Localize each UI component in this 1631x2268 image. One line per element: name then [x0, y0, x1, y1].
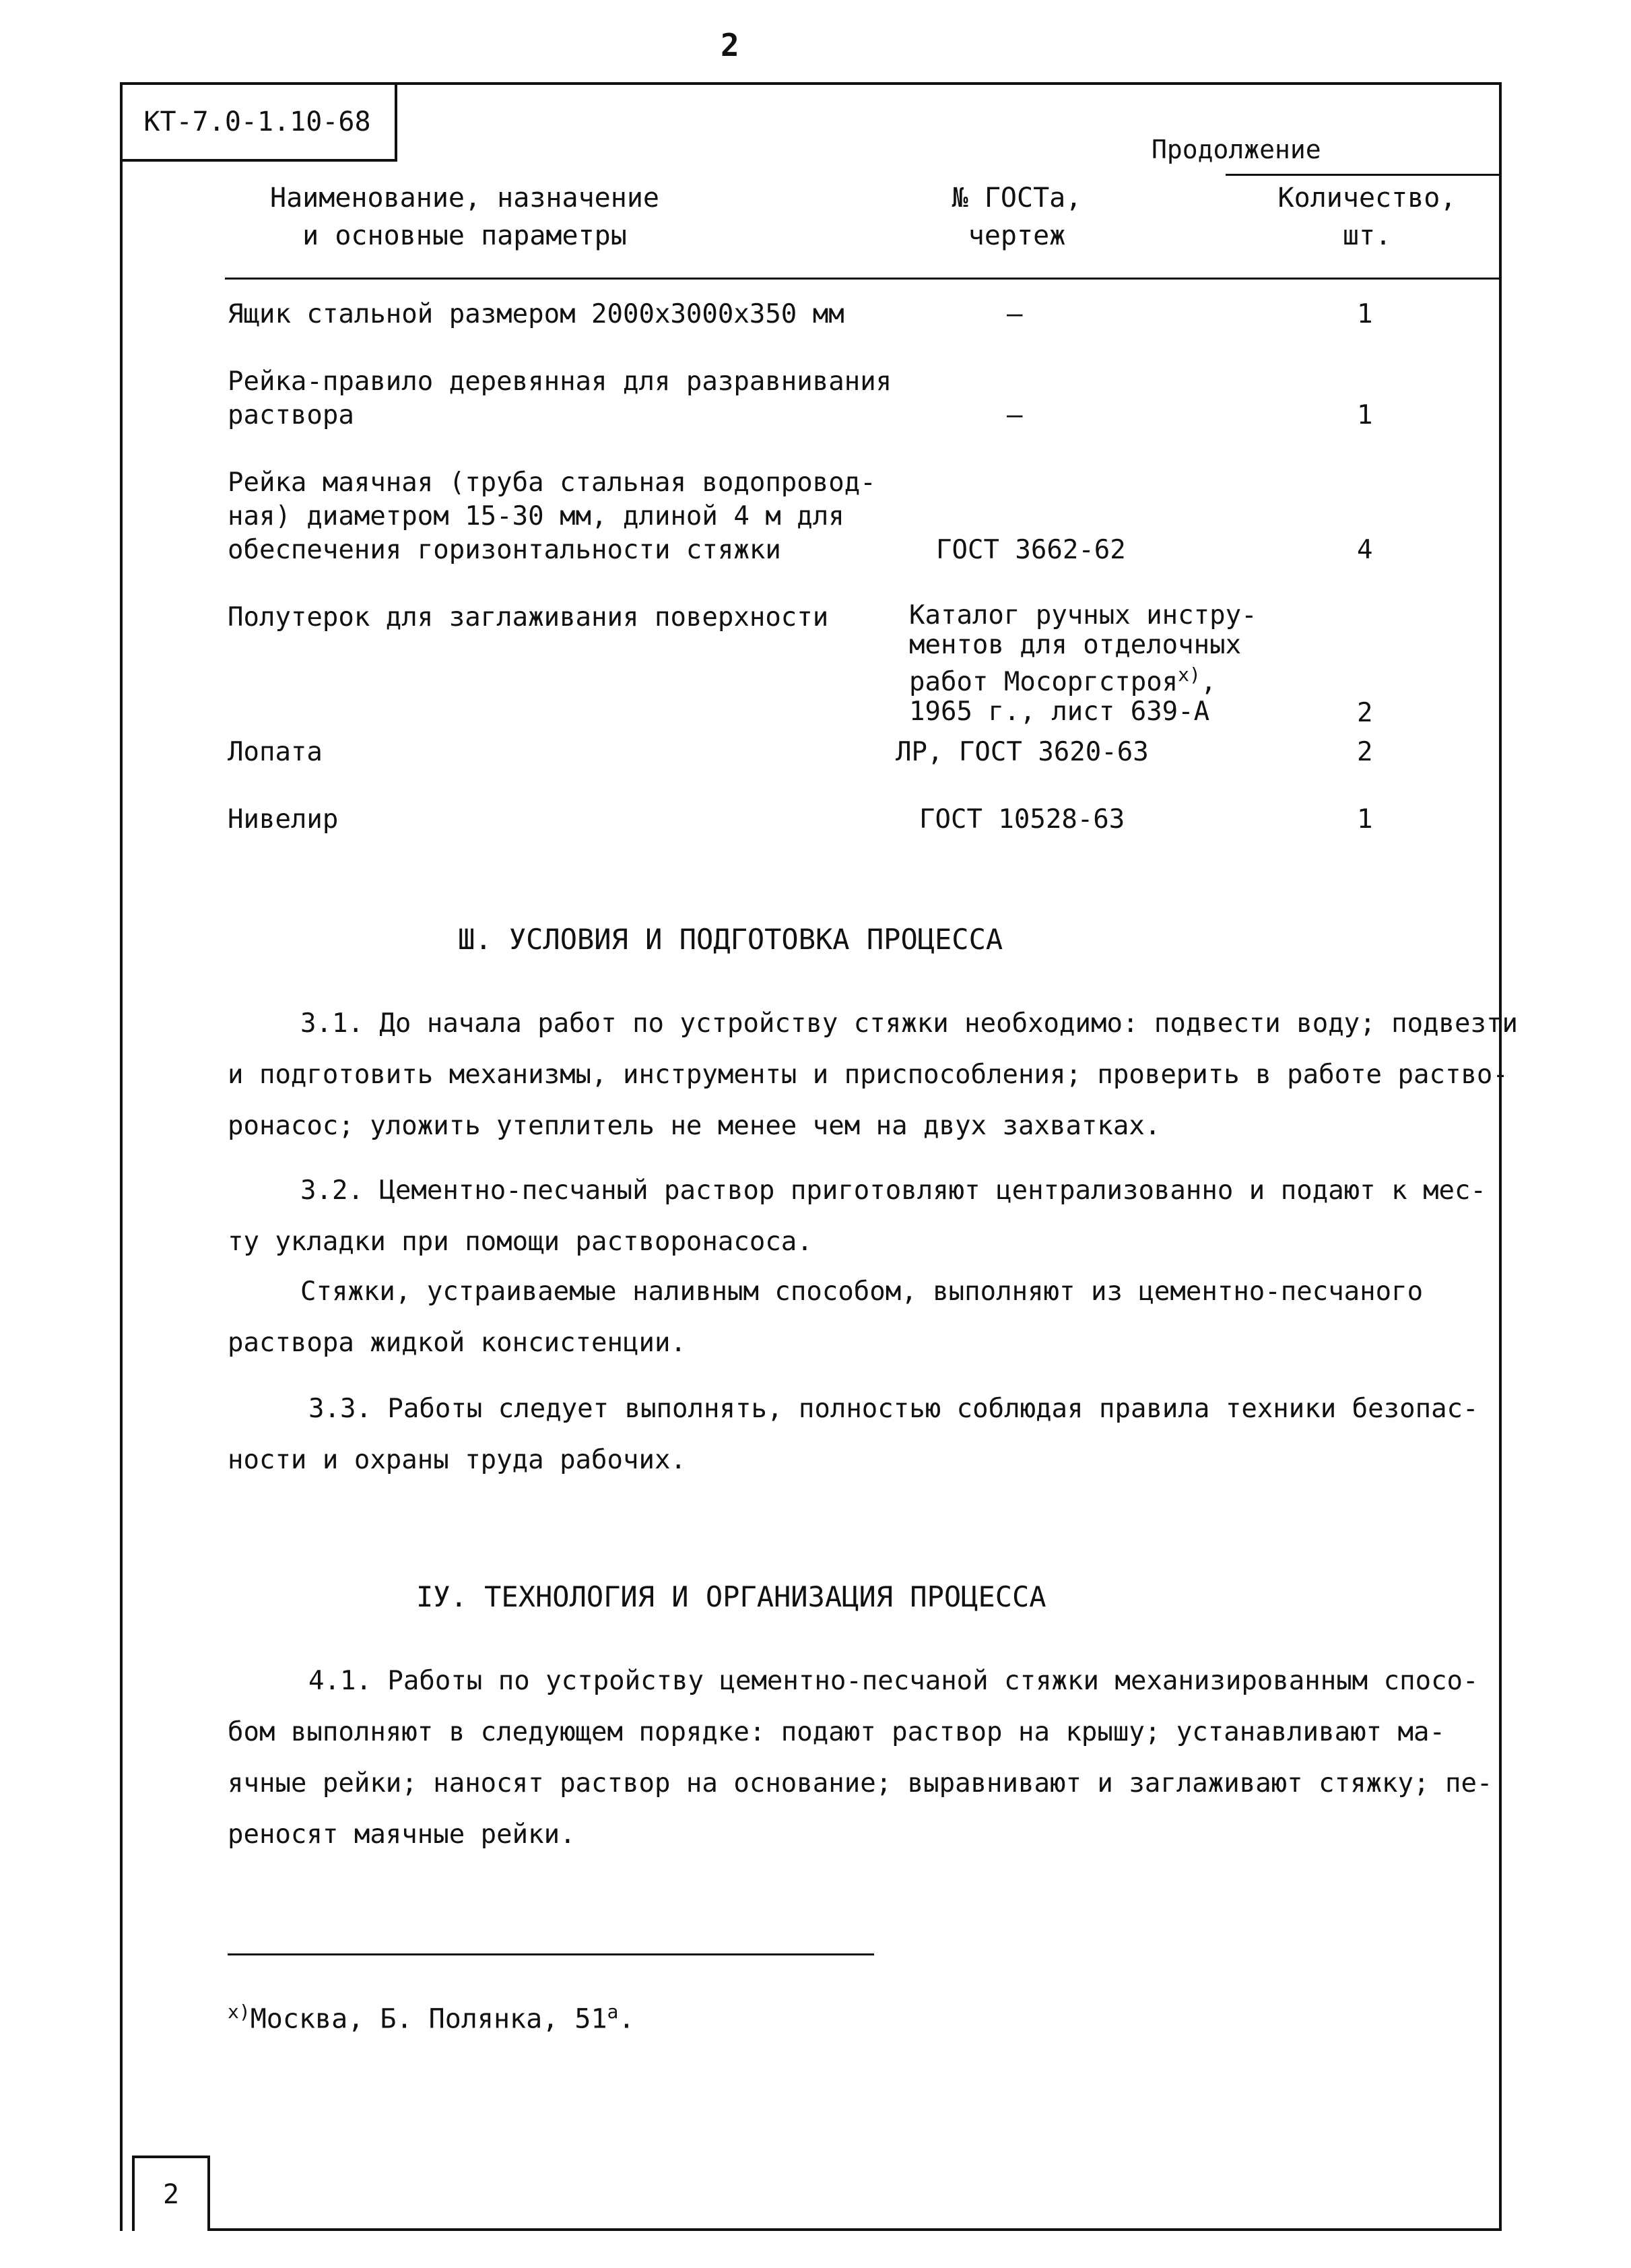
paragraph-3-3	[228, 1384, 1479, 1486]
continuation-label: Продолжение	[1152, 135, 1321, 164]
row4-name-line1: Полутерок для заглаживания поверхности	[228, 602, 829, 633]
p33-line2: ности и охраны труда рабочих.	[228, 1445, 686, 1475]
p33-line1: 3.3. Работы следует выполнять, полностью соблюдая правила техники безопас-	[308, 1394, 1479, 1424]
row4-gost-line3: работ Мосоргстроя$^{х)}$,	[909, 663, 1217, 697]
row1-name-line1: Ящик стальной размером 2000х3000х350 мм	[228, 299, 844, 329]
paragraph-3-2	[228, 1165, 1486, 1268]
col-header-qty-line1: Количество,	[1277, 183, 1457, 214]
table-row-gost: –	[1007, 400, 1023, 430]
footnote-separator	[228, 1953, 874, 1955]
table-row-gost: ЛР, ГОСТ 3620-63	[896, 737, 1149, 767]
table-row-qty: 1	[1357, 804, 1373, 835]
table-row-qty: 1	[1357, 400, 1373, 430]
frame-right-border	[1499, 82, 1502, 2231]
footnote-mark: х)	[228, 2001, 251, 2023]
header-bottom-line	[225, 278, 1502, 280]
top-page-number: 2	[721, 27, 739, 63]
p41-line1: 4.1. Работы по устройству цементно-песчаной стяжки механизированным спосо-	[308, 1666, 1479, 1696]
p32b-line1: Стяжки, устраиваемые наливным способом, выполняют из цементно-песчаного	[300, 1276, 1424, 1307]
frame-left-border	[120, 82, 123, 2231]
table-row-name	[228, 736, 323, 769]
p32b-line2: раствора жидкой консистенции.	[228, 1328, 686, 1358]
table-row-qty: 4	[1357, 535, 1373, 565]
paragraph-4-1	[228, 1656, 1492, 1860]
col-header-name-line2: и основные параметры	[302, 220, 627, 251]
table-row-name	[228, 365, 892, 432]
footnote-text: Москва, Б. Полянка, 51	[250, 2003, 607, 2035]
footnote-end: .	[618, 2003, 635, 2035]
footnote-superscript: а	[607, 2001, 619, 2023]
table-row-qty: 2	[1357, 737, 1373, 767]
p41-line3: ячные рейки; наносят раствор на основание; выравнивают и заглаживают стяжку; пе-	[228, 1768, 1493, 1799]
table-row-qty: 1	[1357, 299, 1373, 329]
row6-name-line1: Нивелир	[228, 804, 339, 835]
page-number-box: 2	[132, 2156, 210, 2231]
col-header-gost-line1: № ГОСТа,	[952, 183, 1082, 214]
table-row-name	[228, 466, 876, 567]
footnote	[228, 1995, 634, 2036]
row4-gost-line3-text: работ Мосоргстроя	[909, 667, 1178, 697]
footnote-ref-mark: х)	[1178, 663, 1201, 686]
col-header-name-line1: Наименование, назначение	[270, 183, 659, 214]
row4-gost-line1: Каталог ручных инстру-	[909, 600, 1257, 630]
p41-line4: реносят маячные рейки.	[228, 1819, 576, 1850]
p32-line1: 3.2. Цементно-песчаный раствор приготовляют централизованно и подают к мес-	[300, 1175, 1486, 1206]
p31-line2: и подготовить механизмы, инструменты и приспособления; проверить в работе раство-	[228, 1060, 1508, 1090]
col-header-gost-line2: чертеж	[968, 220, 1066, 251]
table-row-name	[228, 803, 338, 837]
table-row-qty: 2	[1357, 698, 1373, 728]
p32-line2: ту укладки при помощи растворонасоса.	[228, 1227, 813, 1257]
table-row-name	[228, 298, 844, 331]
frame-bottom-border	[209, 2228, 1502, 2231]
paragraph-3-1	[228, 998, 1518, 1152]
row5-name-line1: Лопата	[228, 737, 323, 767]
header-top-line	[1226, 174, 1502, 176]
table-row-gost: ГОСТ 3662-62	[936, 535, 1126, 565]
row3-name-line3: обеспечения горизонтальности стяжки	[228, 535, 781, 565]
row3-name-line1: Рейка маячная (труба стальная водопровод-	[228, 467, 876, 498]
col-header-qty-line2: шт.	[1342, 220, 1392, 251]
col-header-gost	[916, 179, 1118, 255]
p41-line2: бом выполняют в следующем порядке: подают раствор на крышу; устанавливают ма-	[228, 1717, 1445, 1747]
paragraph-3-2b	[228, 1266, 1423, 1369]
table-row-gost: –	[1007, 299, 1023, 329]
section-4-title: IУ. ТЕХНОЛОГИЯ И ОРГАНИЗАЦИЯ ПРОЦЕССА	[416, 1580, 1046, 1613]
row4-gost-line2: ментов для отделочных	[909, 630, 1242, 660]
table-row-gost: ГОСТ 10528-63	[919, 804, 1125, 835]
p31-line1: 3.1. До начала работ по устройству стяжки необходимо: подвести воду; подвезти	[300, 1008, 1518, 1039]
section-3-title: Ш. УСЛОВИЯ И ПОДГОТОВКА ПРОЦЕССА	[458, 923, 1003, 956]
col-header-qty	[1253, 179, 1482, 255]
table-row-name	[228, 601, 828, 635]
row2-name-line1: Рейка-правило деревянная для разравнивания	[228, 366, 892, 397]
doc-code-box: КТ-7.0-1.10-68	[120, 82, 397, 162]
row3-name-line2: ная) диаметром 15-30 мм, длиной 4 м для	[228, 501, 844, 531]
row4-gost-line4: 1965 г., лист 639-А	[909, 696, 1210, 727]
col-header-name	[222, 179, 707, 255]
table-row-gost	[909, 601, 1257, 727]
p31-line3: ронасос; уложить утеплитель не менее чем на двух захватках.	[228, 1111, 1161, 1141]
row2-name-line2: раствора	[228, 400, 354, 430]
